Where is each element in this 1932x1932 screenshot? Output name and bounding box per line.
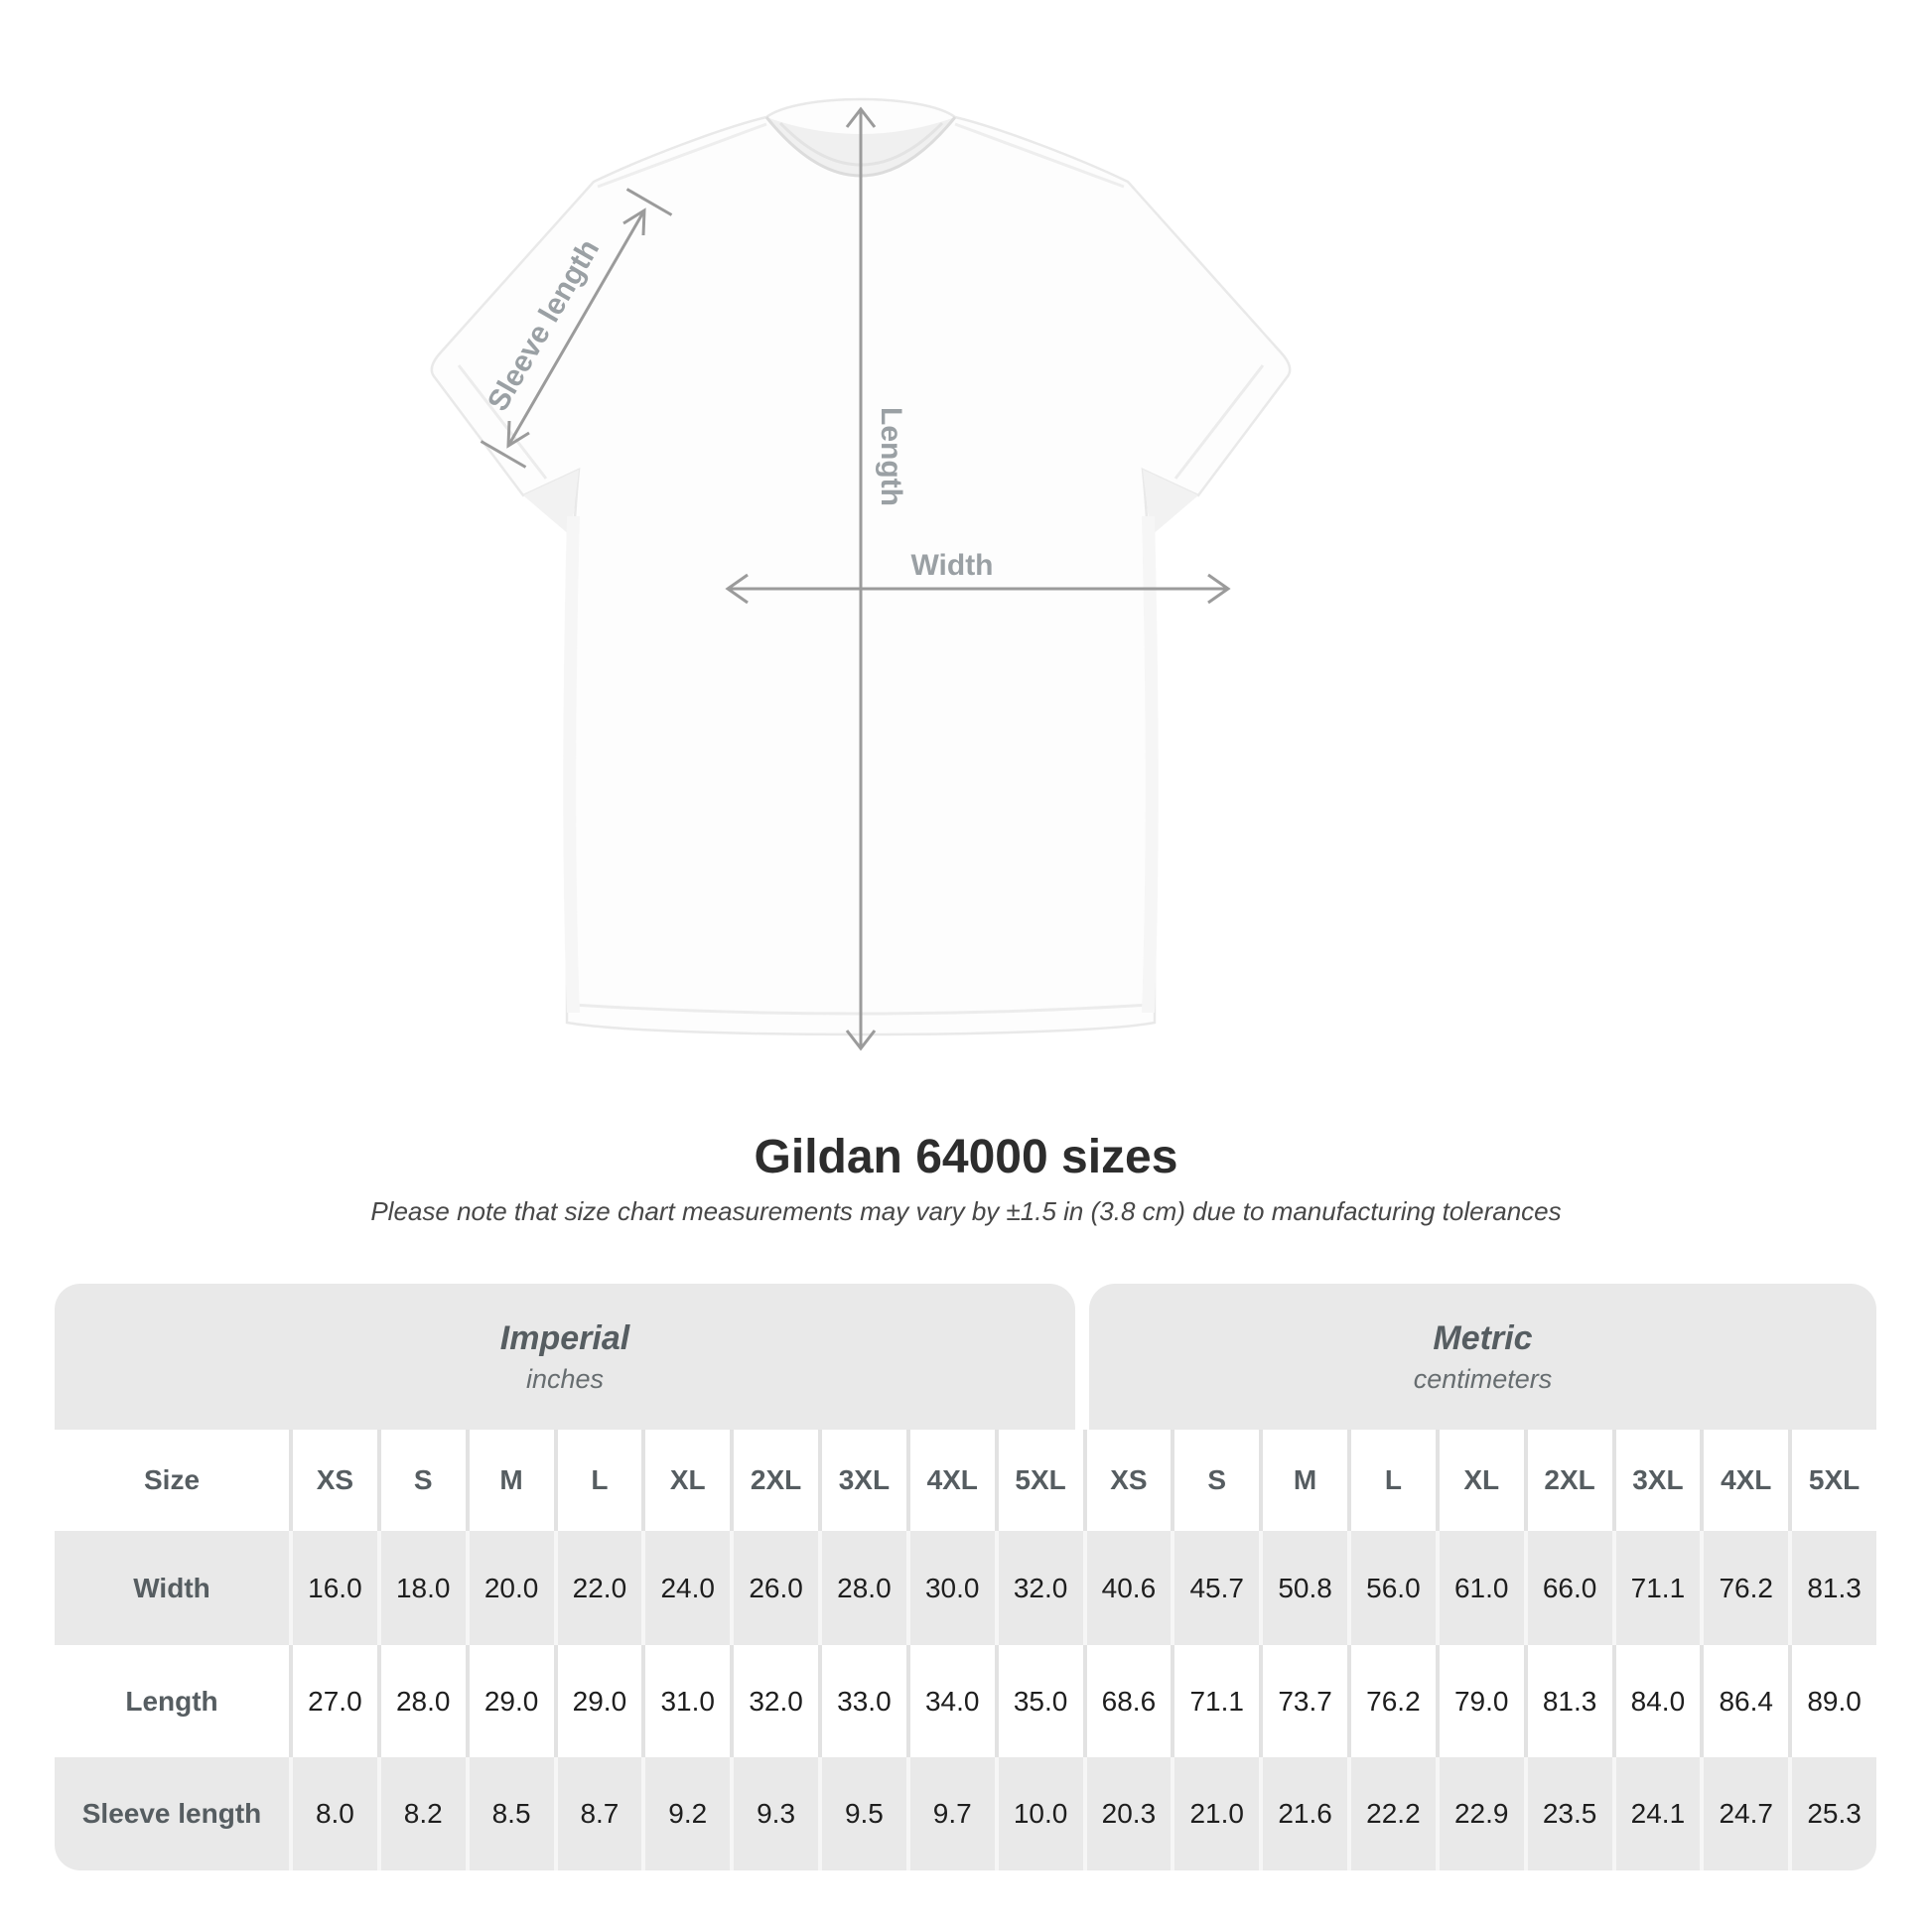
size-header-imperial-2xl: 2XL bbox=[730, 1430, 818, 1531]
value-cell: 8.2 bbox=[377, 1757, 466, 1870]
value-cell: 73.7 bbox=[1259, 1645, 1347, 1757]
value-cell: 8.7 bbox=[554, 1757, 642, 1870]
value-cell: 79.0 bbox=[1436, 1645, 1524, 1757]
size-header-imperial-3xl: 3XL bbox=[818, 1430, 906, 1531]
value-cell: 24.0 bbox=[641, 1531, 730, 1645]
value-cell: 81.3 bbox=[1788, 1531, 1876, 1645]
size-header-metric-m: M bbox=[1259, 1430, 1347, 1531]
value-cell: 29.0 bbox=[554, 1645, 642, 1757]
value-cell: 32.0 bbox=[730, 1645, 818, 1757]
value-cell: 71.1 bbox=[1612, 1531, 1701, 1645]
value-cell: 9.2 bbox=[641, 1757, 730, 1870]
value-cell: 71.1 bbox=[1171, 1645, 1259, 1757]
value-cell: 45.7 bbox=[1171, 1531, 1259, 1645]
value-cell: 22.0 bbox=[554, 1531, 642, 1645]
value-cell: 35.0 bbox=[995, 1645, 1083, 1757]
size-header-imperial-m: M bbox=[466, 1430, 554, 1531]
value-cell: 56.0 bbox=[1347, 1531, 1436, 1645]
value-cell: 25.3 bbox=[1788, 1757, 1876, 1870]
size-header-imperial-l: L bbox=[554, 1430, 642, 1531]
value-cell: 18.0 bbox=[377, 1531, 466, 1645]
metric-unit-label: centimeters bbox=[1413, 1363, 1553, 1394]
value-cell: 21.0 bbox=[1171, 1757, 1259, 1870]
size-corner-header: Size bbox=[55, 1430, 289, 1531]
size-table bbox=[55, 1284, 1876, 1870]
imperial-unit-label: inches bbox=[525, 1363, 605, 1394]
size-header-imperial-s: S bbox=[377, 1430, 466, 1531]
row-label-sleeve-length: Sleeve length bbox=[55, 1757, 289, 1870]
tolerance-note: Please note that size chart measurements may vary by ±1.5 in (3.8 cm) due to manufacturing tolerances bbox=[370, 1196, 1562, 1226]
imperial-label: Imperial bbox=[499, 1318, 630, 1357]
section-divider bbox=[1075, 1284, 1089, 1430]
size-header-metric-5xl: 5XL bbox=[1788, 1430, 1876, 1531]
value-cell: 23.5 bbox=[1524, 1757, 1612, 1870]
sleeve-length-label: Sleeve length bbox=[481, 233, 607, 417]
value-cell: 26.0 bbox=[730, 1531, 818, 1645]
value-cell: 81.3 bbox=[1524, 1645, 1612, 1757]
value-cell: 24.7 bbox=[1700, 1757, 1788, 1870]
value-cell: 89.0 bbox=[1788, 1645, 1876, 1757]
size-header-metric-xl: XL bbox=[1436, 1430, 1524, 1531]
value-cell: 8.5 bbox=[466, 1757, 554, 1870]
size-header-imperial-5xl: 5XL bbox=[995, 1430, 1083, 1531]
size-header-metric-2xl: 2XL bbox=[1524, 1430, 1612, 1531]
value-cell: 24.1 bbox=[1612, 1757, 1701, 1870]
row-label-length: Length bbox=[55, 1645, 289, 1757]
value-cell: 20.3 bbox=[1083, 1757, 1172, 1870]
size-header-imperial-xs: XS bbox=[289, 1430, 377, 1531]
value-cell: 27.0 bbox=[289, 1645, 377, 1757]
value-cell: 8.0 bbox=[289, 1757, 377, 1870]
metric-label: Metric bbox=[1433, 1318, 1533, 1357]
value-cell: 84.0 bbox=[1612, 1645, 1701, 1757]
value-cell: 9.7 bbox=[906, 1757, 995, 1870]
value-cell: 76.2 bbox=[1347, 1645, 1436, 1757]
size-header-imperial-xl: XL bbox=[641, 1430, 730, 1531]
imperial-section-header bbox=[55, 1284, 1075, 1430]
value-cell: 30.0 bbox=[906, 1531, 995, 1645]
size-header-metric-xs: XS bbox=[1083, 1430, 1172, 1531]
size-grid bbox=[55, 1430, 1876, 1870]
unit-section-row bbox=[55, 1284, 1876, 1430]
value-cell: 66.0 bbox=[1524, 1531, 1612, 1645]
size-header-metric-4xl: 4XL bbox=[1700, 1430, 1788, 1531]
value-cell: 61.0 bbox=[1436, 1531, 1524, 1645]
value-cell: 40.6 bbox=[1083, 1531, 1172, 1645]
value-cell: 9.5 bbox=[818, 1757, 906, 1870]
length-label: Length bbox=[875, 407, 907, 506]
size-header-metric-s: S bbox=[1171, 1430, 1259, 1531]
value-cell: 16.0 bbox=[289, 1531, 377, 1645]
value-cell: 76.2 bbox=[1700, 1531, 1788, 1645]
value-cell: 34.0 bbox=[906, 1645, 995, 1757]
value-cell: 10.0 bbox=[995, 1757, 1083, 1870]
value-cell: 68.6 bbox=[1083, 1645, 1172, 1757]
size-header-imperial-4xl: 4XL bbox=[906, 1430, 995, 1531]
value-cell: 32.0 bbox=[995, 1531, 1083, 1645]
value-cell: 22.9 bbox=[1436, 1757, 1524, 1870]
value-cell: 22.2 bbox=[1347, 1757, 1436, 1870]
value-cell: 86.4 bbox=[1700, 1645, 1788, 1757]
value-cell: 29.0 bbox=[466, 1645, 554, 1757]
value-cell: 31.0 bbox=[641, 1645, 730, 1757]
value-cell: 20.0 bbox=[466, 1531, 554, 1645]
value-cell: 28.0 bbox=[818, 1531, 906, 1645]
value-cell: 28.0 bbox=[377, 1645, 466, 1757]
size-header-metric-l: L bbox=[1347, 1430, 1436, 1531]
size-header-metric-3xl: 3XL bbox=[1612, 1430, 1701, 1531]
value-cell: 21.6 bbox=[1259, 1757, 1347, 1870]
page-title: Gildan 64000 sizes bbox=[754, 1131, 1178, 1183]
metric-section-header bbox=[1089, 1284, 1876, 1430]
value-cell: 50.8 bbox=[1259, 1531, 1347, 1645]
value-cell: 9.3 bbox=[730, 1757, 818, 1870]
value-cell: 33.0 bbox=[818, 1645, 906, 1757]
width-label: Width bbox=[910, 549, 994, 582]
row-label-width: Width bbox=[55, 1531, 289, 1645]
